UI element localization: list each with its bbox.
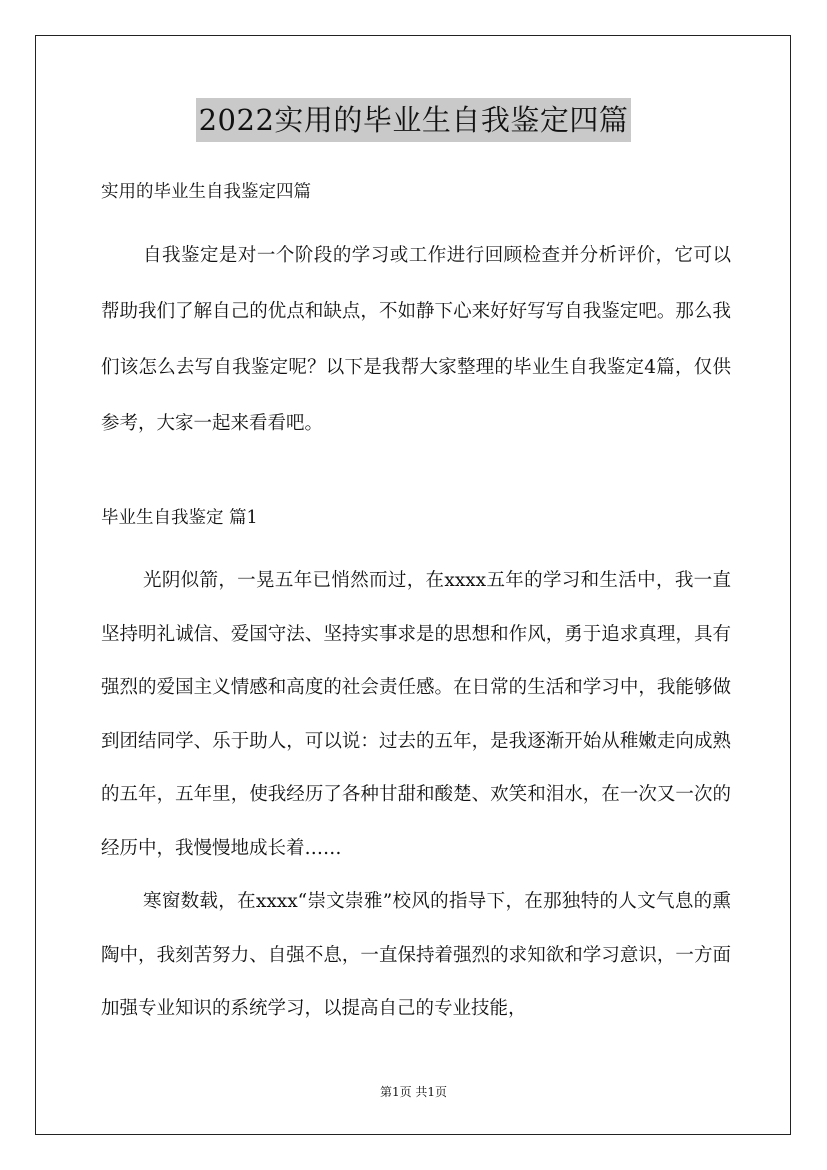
document-title: 2022实用的毕业生自我鉴定四篇 [196, 98, 632, 142]
body-paragraph-2: 寒窗数载，在xxxx“崇文崇雅”校风的指导下，在那独特的人文气息的熏陶中，我刻苦努力、自强不息，一直保持着强烈的求知欲和学习意识，一方面加强专业知识的系统学习，以提高自己的专业技能， [101, 891, 731, 1019]
page-footer: 第1页 共1页 [379, 1085, 448, 1099]
title-container [0, 98, 827, 142]
document-subtitle: 实用的毕业生自我鉴定四篇 [101, 182, 311, 202]
section-heading: 毕业生自我鉴定 篇1 [101, 508, 258, 528]
body-paragraph-1: 光阴似箭，一晃五年已悄然而过，在xxxx五年的学习和生活中，我一直坚持明礼诚信、爱国守法、坚持实事求是的思想和作风，勇于追求真理，具有强烈的爱国主义情感和高度的社会责任感。在日常的生活和学习中，我能够做到团结同学、乐于助人，可以说：过去的五年，是我逐渐开始从稚嫩走向成熟的五年，五年里，使我经历了各种甘甜和酸楚、欢笑和泪水，在一次又一次的经历中，我慢慢地成长着…… [101, 570, 731, 859]
intro-paragraph: 自我鉴定是对一个阶段的学习或工作进行回顾检查并分析评价，它可以帮助我们了解自己的优点和缺点，不如静下心来好好写写自我鉴定吧。那么我们该怎么去写自我鉴定呢？以下是我帮大家整理的毕业生自我鉴定4篇，仅供参考，大家一起来看看吧。 [101, 245, 731, 434]
